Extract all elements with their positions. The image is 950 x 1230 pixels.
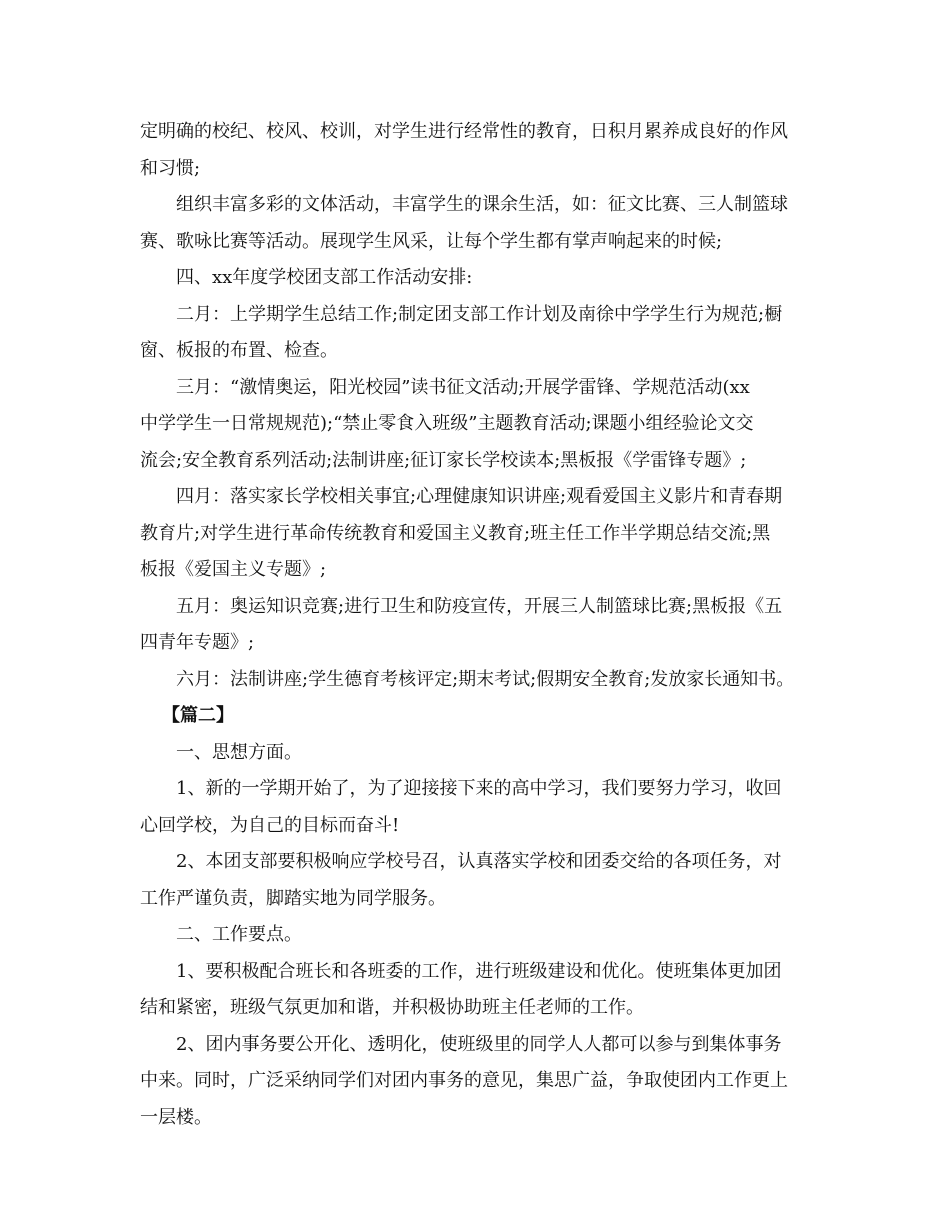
text-line: 心回学校，为自己的目标而奋斗! bbox=[140, 814, 400, 836]
text-line: 中学学生一日常规规范);“禁止零食入班级”主题教育活动;课题小组经验论文交 bbox=[140, 413, 754, 434]
text-line: 2、本团支部要积极响应学校号召，认真落实学校和团委交给的各项任务，对 bbox=[176, 851, 782, 872]
section-heading: 二、工作要点。 bbox=[176, 924, 302, 945]
text-line: 四青年专题》; bbox=[140, 632, 255, 653]
text-line: 窗、板报的布置、检查。 bbox=[140, 340, 338, 361]
part-heading: 【篇二】 bbox=[162, 705, 234, 726]
text-line: 定明确的校纪、校风、校训，对学生进行经常性的教育，日积月累养成良好的作风 bbox=[140, 121, 788, 142]
text-line: 流会;安全教育系列活动;法制讲座;征订家长学校读本;黑板报《学雷锋专题》; bbox=[140, 449, 747, 471]
text-line: 中来。同时，广泛采纳同学们对团内事务的意见，集思广益，争取使团内工作更上 bbox=[140, 1070, 788, 1091]
text-line: 组织丰富多彩的文体活动，丰富学生的课余生活，如：征文比赛、三人制篮球 bbox=[176, 194, 788, 215]
text-line: 一层楼。 bbox=[140, 1106, 212, 1128]
section-heading: 一、思想方面。 bbox=[176, 741, 302, 763]
text-line: 结和紧密，班级气氛更加和谐，并积极协助班主任老师的工作。 bbox=[140, 997, 644, 1018]
text-line: 二月：上学期学生总结工作;制定团支部工作计划及南徐中学学生行为规范;橱 bbox=[176, 303, 783, 325]
text-line: 六月：法制讲座;学生德育考核评定;期末考试;假期安全教育;发放家长通知书。 bbox=[176, 668, 795, 690]
text-line: 五月：奥运知识竞赛;进行卫生和防疫宣传，开展三人制篮球比赛;黑板报《五 bbox=[176, 595, 783, 617]
text-line: 1、要积极配合班长和各班委的工作，进行班级建设和优化。使班集体更加团 bbox=[176, 960, 782, 982]
text-line: 教育片;对学生进行革命传统教育和爱国主义教育;班主任工作半学期总结交流;黑 bbox=[140, 522, 771, 544]
text-line: 四月：落实家长学校相关事宜;心理健康知识讲座;观看爱国主义影片和青春期 bbox=[176, 486, 783, 507]
document-body bbox=[140, 114, 830, 1136]
text-line: 1、新的一学期开始了，为了迎接接下来的高中学习，我们要努力学习，收回 bbox=[176, 778, 782, 799]
section-heading: 四、xx年度学校团支部工作活动安排: bbox=[176, 267, 473, 288]
text-line: 2、团内事务要公开化、透明化，使班级里的同学人人都可以参与到集体事务 bbox=[176, 1033, 782, 1055]
text-line: 和习惯; bbox=[140, 157, 201, 179]
text-line: 三月：“激情奥运，阳光校园”读书征文活动;开展学雷锋、学规范活动(xx bbox=[176, 376, 750, 398]
text-line: 板报《爱国主义专题》; bbox=[140, 559, 327, 580]
text-line: 赛、歌咏比赛等活动。展现学生风采，让每个学生都有掌声响起来的时候; bbox=[140, 230, 723, 252]
text-line: 工作严谨负责，脚踏实地为同学服务。 bbox=[140, 887, 446, 909]
